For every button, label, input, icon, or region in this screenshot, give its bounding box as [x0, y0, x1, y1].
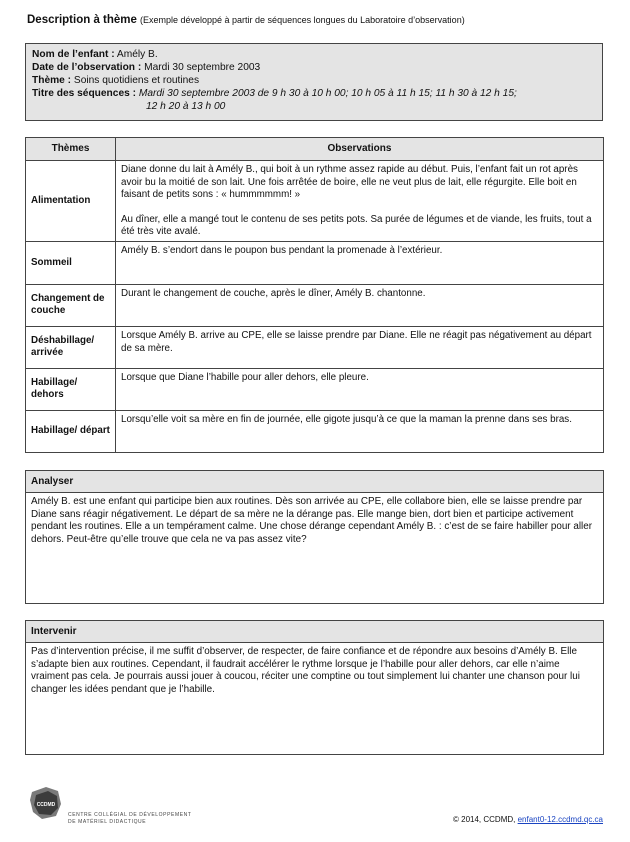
date-value: Mardi 30 septembre 2003 [144, 62, 261, 73]
child-label: Nom de l’enfant : [32, 49, 115, 60]
child-value: Amély B. [116, 49, 158, 60]
theme-row [32, 74, 596, 87]
table-row [26, 410, 604, 452]
sequences-value-line1: Mardi 30 septembre 2003 de 9 h 30 à 10 h 00; 10 h 05 à 11 h 15; 11 h 30 à 12 h 15; [138, 88, 517, 99]
analyser-heading: Analyser [26, 471, 603, 493]
theme-cell: Habillage/ départ [26, 410, 116, 452]
footer [453, 815, 603, 824]
analyser-text: Amély B. est une enfant qui participe bien aux routines. Dès son arrivée au CPE, elle collabore bien, elle se laisse prendre par Diane sans réagir négativement. Le départ de sa mère ne la dérange pas. Elle mange bien, dort bien et participe activement pendant les routines. Elle a un tempérament calme. Une chose dérange cependant Amély B. : c’est de se faire habiller pour aller dehors. Peut-être qu’elle trouve que cela ne va pas assez vite? [31, 496, 593, 545]
table-header-row [26, 138, 604, 161]
theme-cell: Déshabillage/ arrivée [26, 326, 116, 368]
observation-cell: Amély B. s’endort dans le poupon bus pendant la promenade à l’extérieur. [116, 241, 604, 284]
date-row [32, 61, 596, 74]
sequences-value-line2: 12 h 20 à 13 h 00 [146, 101, 226, 112]
child-row [32, 48, 596, 61]
observations-table [25, 137, 604, 453]
observation-cell: Lorsque Amély B. arrive au CPE, elle se laisse prendre par Diane. Elle ne réagit pas négativement au départ de sa mère. [116, 326, 604, 368]
observation-cell: Lorsqu’elle voit sa mère en fin de journée, elle gigote jusqu’à ce que la maman la prenne dans ses bras. [116, 410, 604, 452]
sequences-row [32, 87, 596, 100]
page-title-main: Description à thème [27, 14, 137, 26]
observation-text: Diane donne du lait à Amély B., qui boit à un rythme assez rapide au début. Puis, l’enfant fait un rot après avoir bu la moitié de son lait. Une fois arrêtée de boire, elle ne veut plus de lait, elle régurgite. Elle boit en faisant de petits sons : « hummmmmm! » [121, 164, 578, 201]
theme-value: Soins quotidiens et routines [73, 75, 200, 86]
table-row [26, 284, 604, 326]
theme-cell: Changement de couche [26, 284, 116, 326]
theme-label: Thème : [32, 75, 72, 86]
intervenir-section [25, 620, 604, 755]
table-row [26, 326, 604, 368]
observation-cell: Durant le changement de couche, après le dîner, Amély B. chantonne. [116, 284, 604, 326]
observation-cell: Lorsque que Diane l’habille pour aller dehors, elle pleure. [116, 368, 604, 410]
theme-cell: Alimentation [26, 161, 116, 242]
logo-caption [68, 812, 192, 825]
logo-caption-line1: CENTRE COLLÉGIAL DE DÉVELOPPEMENT [68, 812, 192, 818]
observation-info-box [25, 43, 603, 121]
observation-text: Au dîner, elle a mangé tout le contenu de ses petits pots. Sa purée de légumes et de viande, les fruits, tout a été très vite avalé. [121, 213, 592, 238]
logo-caption-line2: DE MATÉRIEL DIDACTIQUE [68, 818, 147, 825]
table-row [26, 161, 604, 242]
intervenir-text: Pas d’intervention précise, il me suffit d’observer, de respecter, de faire confiance et de répondre aux besoins d’Amély B. Elle s’adapte bien aux routines. Cependant, il faudrait accélérer le rythme lorsque je l’habille pour aller dehors, car elle n’aime vraiment pas cela. Je pourrais aussi jouer à coucou, réciter une comptine ou tout simplement lui chanter une chanson pour lui changer les idées pendant que je l’habille. [31, 646, 580, 695]
observation-cell [116, 161, 604, 242]
column-header-observations: Observations [116, 138, 604, 161]
sequences-label: Titre des séquences : [32, 88, 136, 99]
page-subtitle: (Exemple développé à partir de séquences longues du Laboratoire d’observation) [139, 15, 465, 25]
copyright-text: © 2014, CCDMD, [453, 815, 516, 824]
footer-link[interactable]: enfant0-12.ccdmd.qc.ca [517, 815, 603, 824]
theme-cell: Habillage/ dehors [26, 368, 116, 410]
page-title [27, 14, 465, 26]
logo-mark-text: CCDMD [36, 802, 56, 808]
intervenir-heading: Intervenir [26, 621, 603, 643]
table-row [26, 368, 604, 410]
theme-cell: Sommeil [26, 241, 116, 284]
date-label: Date de l’observation : [32, 62, 142, 73]
analyser-section [25, 470, 604, 604]
column-header-themes: Thèmes [26, 138, 116, 161]
table-row [26, 241, 604, 284]
